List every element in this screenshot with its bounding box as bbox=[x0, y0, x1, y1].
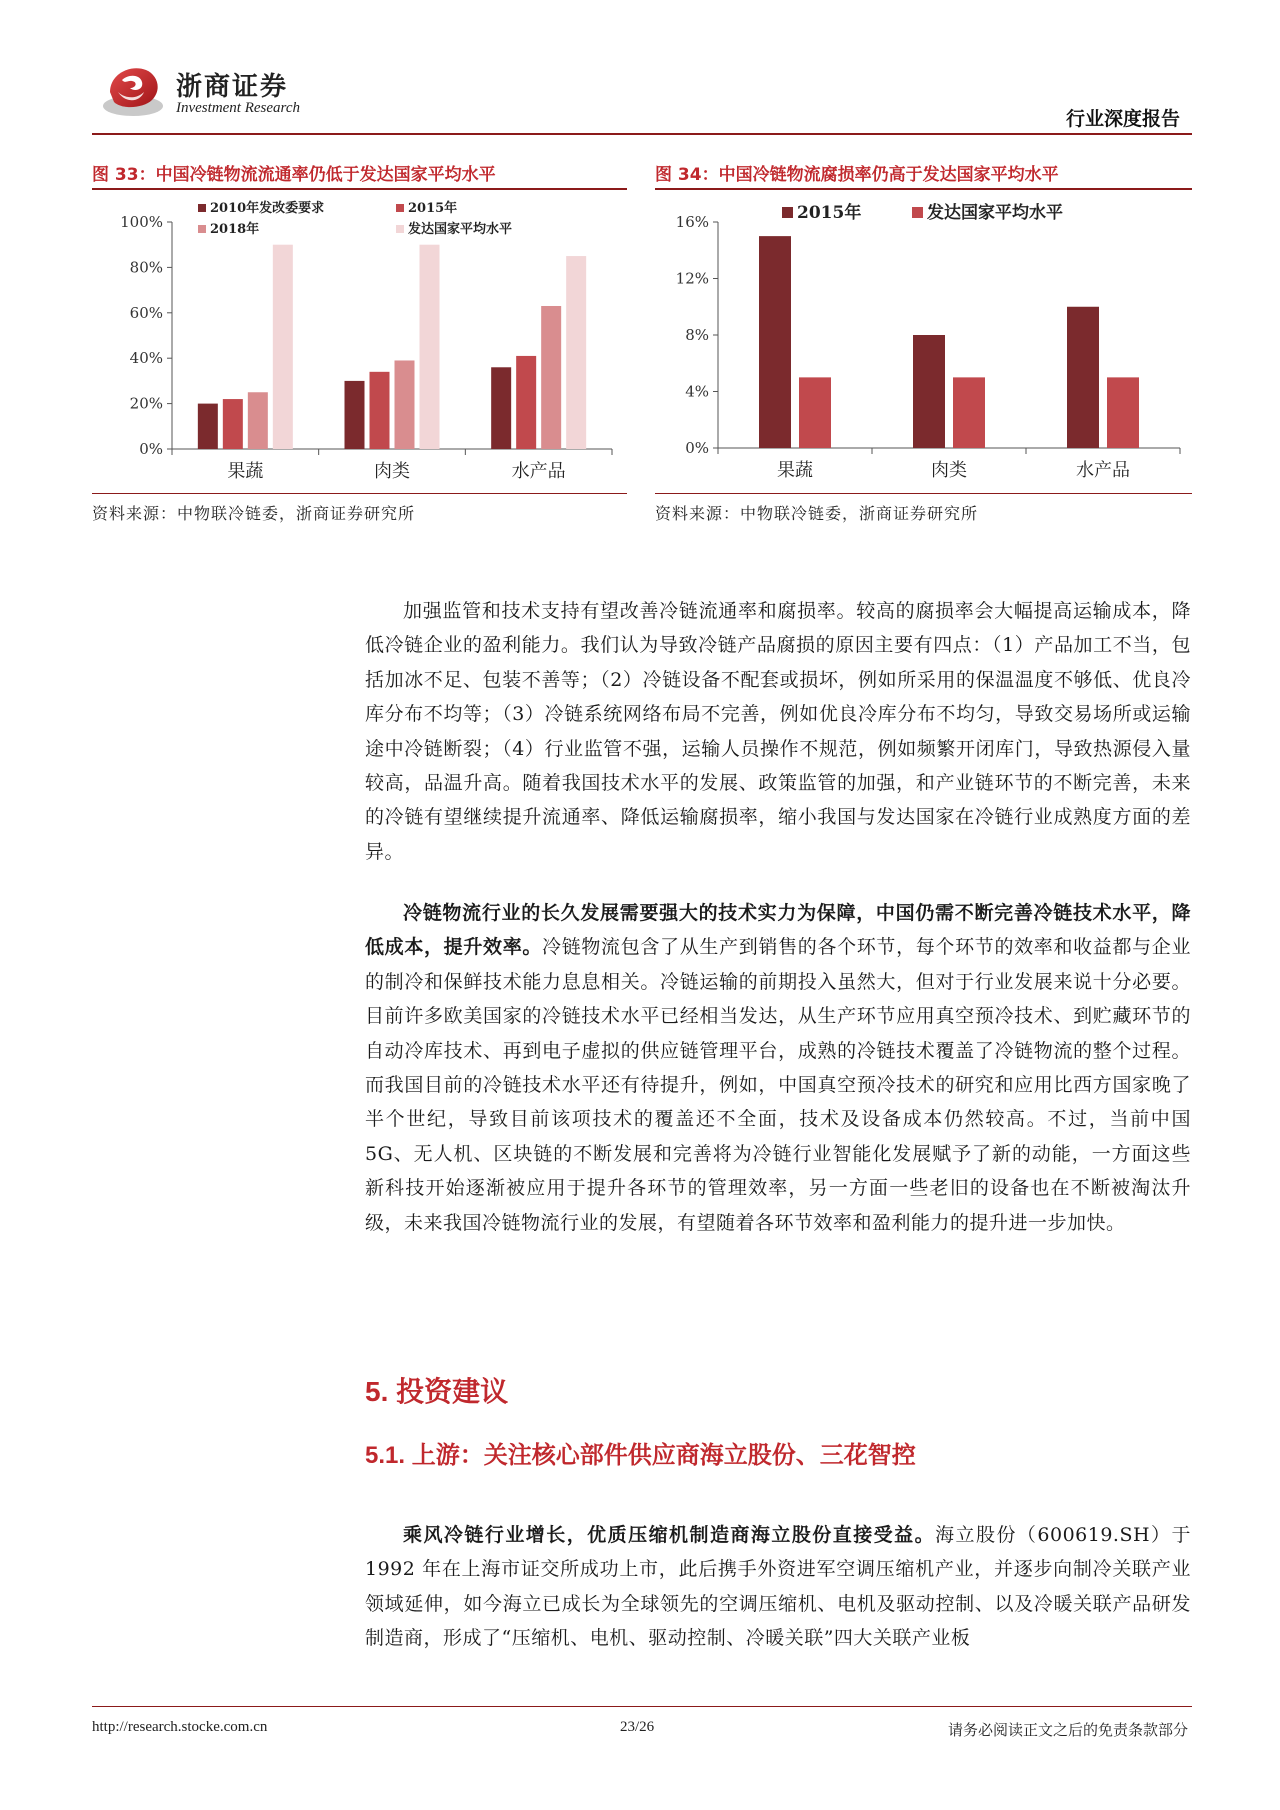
figure-34-top-rule bbox=[655, 188, 1192, 190]
bar bbox=[491, 367, 511, 449]
bar bbox=[395, 360, 415, 449]
figure-33-top-rule bbox=[92, 188, 627, 190]
paragraph-technology-lead: 冷链物流行业的长久发展需要强大的技术实力为保障，中国仍需不断完善冷链技术水平，降低成本，提升效率。 bbox=[365, 902, 1191, 959]
y-tick-label: 12% bbox=[675, 269, 709, 288]
legend-swatch bbox=[396, 204, 404, 212]
brand-subtitle: Investment Research bbox=[176, 100, 300, 116]
subsection-heading-upstream: 5.1. 上游：关注核心部件供应商海立股份、三花智控 bbox=[365, 1442, 916, 1469]
bar bbox=[759, 236, 791, 448]
paragraph-haili-body: 海立股份（600619.SH）于 1992 年在上海市证交所成功上市，此后携手外资进军空调压缩机产业，并逐步向制冷关联产业领域延伸，如今海立已成长为全球领先的空调压缩机、电机及驱动控制、以及冷暖关联产品研发制造商，形成了“压缩机、电机、驱动控制、冷暖关联”四大关联产业板 bbox=[365, 1524, 1191, 1650]
bar bbox=[223, 399, 243, 449]
figure-34-title: 图 34：中国冷链物流腐损率仍高于发达国家平均水平 bbox=[655, 165, 1059, 185]
y-tick-label: 8% bbox=[685, 326, 709, 344]
footer-disclaimer: 请务必阅读正文之后的免责条款部分 bbox=[947, 1721, 1188, 1739]
legend-swatch bbox=[396, 225, 404, 233]
figure-33-source: 资料来源：中物联冷链委，浙商证券研究所 bbox=[92, 504, 416, 523]
figure-34-bottom-rule bbox=[655, 493, 1192, 494]
paragraph-technology bbox=[365, 896, 1191, 1240]
x-tick-label: 肉类 bbox=[931, 460, 967, 481]
figure-33-chart bbox=[92, 192, 627, 496]
bar bbox=[1107, 377, 1139, 448]
bar bbox=[345, 381, 365, 449]
y-tick-label: 100% bbox=[120, 213, 163, 231]
legend-swatch bbox=[782, 207, 793, 218]
chart-right-svg bbox=[655, 192, 1192, 492]
figure-34-chart bbox=[655, 192, 1192, 496]
y-tick-label: 16% bbox=[675, 213, 709, 231]
bar bbox=[516, 356, 536, 449]
bar bbox=[273, 245, 293, 449]
legend-swatch bbox=[912, 207, 923, 218]
legend-swatch bbox=[198, 225, 206, 233]
chart-left-svg bbox=[92, 192, 627, 492]
section-heading-investment: 5. 投资建议 bbox=[365, 1376, 509, 1407]
y-tick-label: 80% bbox=[129, 258, 163, 277]
bar bbox=[799, 377, 831, 448]
x-tick-label: 肉类 bbox=[374, 461, 410, 482]
brand-name: 浙商证券 bbox=[176, 72, 289, 102]
legend-label: 2018年 bbox=[210, 222, 260, 237]
legend-label: 2010年发改委要求 bbox=[210, 201, 325, 216]
x-tick-label: 果蔬 bbox=[227, 461, 264, 482]
bar bbox=[248, 392, 268, 449]
brand-logo-icon bbox=[100, 62, 166, 120]
bar bbox=[541, 306, 561, 449]
footer-divider bbox=[92, 1706, 1192, 1707]
header-divider bbox=[92, 133, 1192, 135]
y-tick-label: 20% bbox=[129, 394, 163, 413]
paragraph-supervision: 加强监管和技术支持有望改善冷链流通率和腐损率。较高的腐损率会大幅提高运输成本，降低冷链企业的盈利能力。我们认为导致冷链产品腐损的原因主要有四点：（1）产品加工不当，包括加冰不足、包装不善等；（2）冷链设备不配套或损坏，例如所采用的保温温度不够低、优良冷库分布不均等；（3）冷链系统网络布局不完善，例如优良冷库分布不均匀，导致交易场所或运输途中冷链断裂；（4）行业监管不强，运输人员操作不规范，例如频繁开闭库门，导致热源侵入量较高，品温升高。随着我国技术水平的发展、政策监管的加强，和产业链环节的不断完善，未来的冷链有望继续提升流通率、降低运输腐损率，缩小我国与发达国家在冷链行业成熟度方面的差异。 bbox=[365, 600, 1191, 863]
x-tick-label: 水产品 bbox=[511, 461, 566, 482]
x-tick-label: 果蔬 bbox=[777, 460, 813, 481]
figure-33-bottom-rule bbox=[92, 493, 627, 494]
bar bbox=[913, 335, 945, 448]
y-tick-label: 4% bbox=[685, 382, 709, 401]
legend-label: 发达国家平均水平 bbox=[408, 222, 513, 237]
paragraph-haili-lead: 乘风冷链行业增长，优质压缩机制造商海立股份直接受益。 bbox=[403, 1524, 936, 1546]
paragraph-haili bbox=[365, 1518, 1191, 1656]
page-number: 23/26 bbox=[620, 1719, 655, 1735]
legend-label: 2015年 bbox=[408, 201, 458, 216]
bar bbox=[1067, 307, 1099, 448]
bar bbox=[953, 377, 985, 448]
figure-33-title: 图 33：中国冷链物流流通率仍低于发达国家平均水平 bbox=[92, 165, 496, 185]
figure-34-source: 资料来源：中物联冷链委，浙商证券研究所 bbox=[655, 504, 979, 523]
y-tick-label: 60% bbox=[129, 303, 163, 322]
bar bbox=[420, 245, 440, 449]
y-tick-label: 0% bbox=[685, 439, 709, 457]
y-tick-label: 40% bbox=[129, 349, 163, 368]
legend-label: 2015年 bbox=[797, 203, 862, 223]
x-tick-label: 水产品 bbox=[1076, 460, 1130, 481]
bar bbox=[370, 372, 390, 449]
bar bbox=[198, 404, 218, 449]
report-type-label: 行业深度报告 bbox=[1065, 108, 1180, 130]
bar bbox=[566, 256, 586, 449]
y-tick-label: 0% bbox=[139, 440, 163, 458]
footer-url-link[interactable]: http://research.stocke.com.cn bbox=[92, 1719, 268, 1735]
legend-swatch bbox=[198, 204, 206, 212]
legend-label: 发达国家平均水平 bbox=[927, 203, 1063, 223]
paragraph-technology-body: 冷链物流包含了从生产到销售的各个环节，每个环节的效率和收益都与企业的制冷和保鲜技术能力息息相关。冷链运输的前期投入虽然大，但对于行业发展来说十分必要。目前许多欧美国家的冷链技术水平已经相当发达，从生产环节应用真空预冷技术、到贮藏环节的自动冷库技术、再到电子虚拟的供应链管理平台，成熟的冷链技术覆盖了冷链物流的整个过程。而我国目前的冷链技术水平还有待提升，例如，中国真空预冷技术的研究和应用比西方国家晚了半个世纪，导致目前该项技术的覆盖还不全面，技术及设备成本仍然较高。不过，当前中国 5G、无人机、区块链的不断发展和完善将为冷链行业智能化发展赋予了新的动能，一方面这些新科技开始逐渐被应用于提升各环节的管理效率，另一方面一些老旧的设备也在不断被淘汰升级，未来我国冷链物流行业的发展，有望随着各环节效率和盈利能力的提升进一步加快。 bbox=[365, 936, 1191, 1234]
